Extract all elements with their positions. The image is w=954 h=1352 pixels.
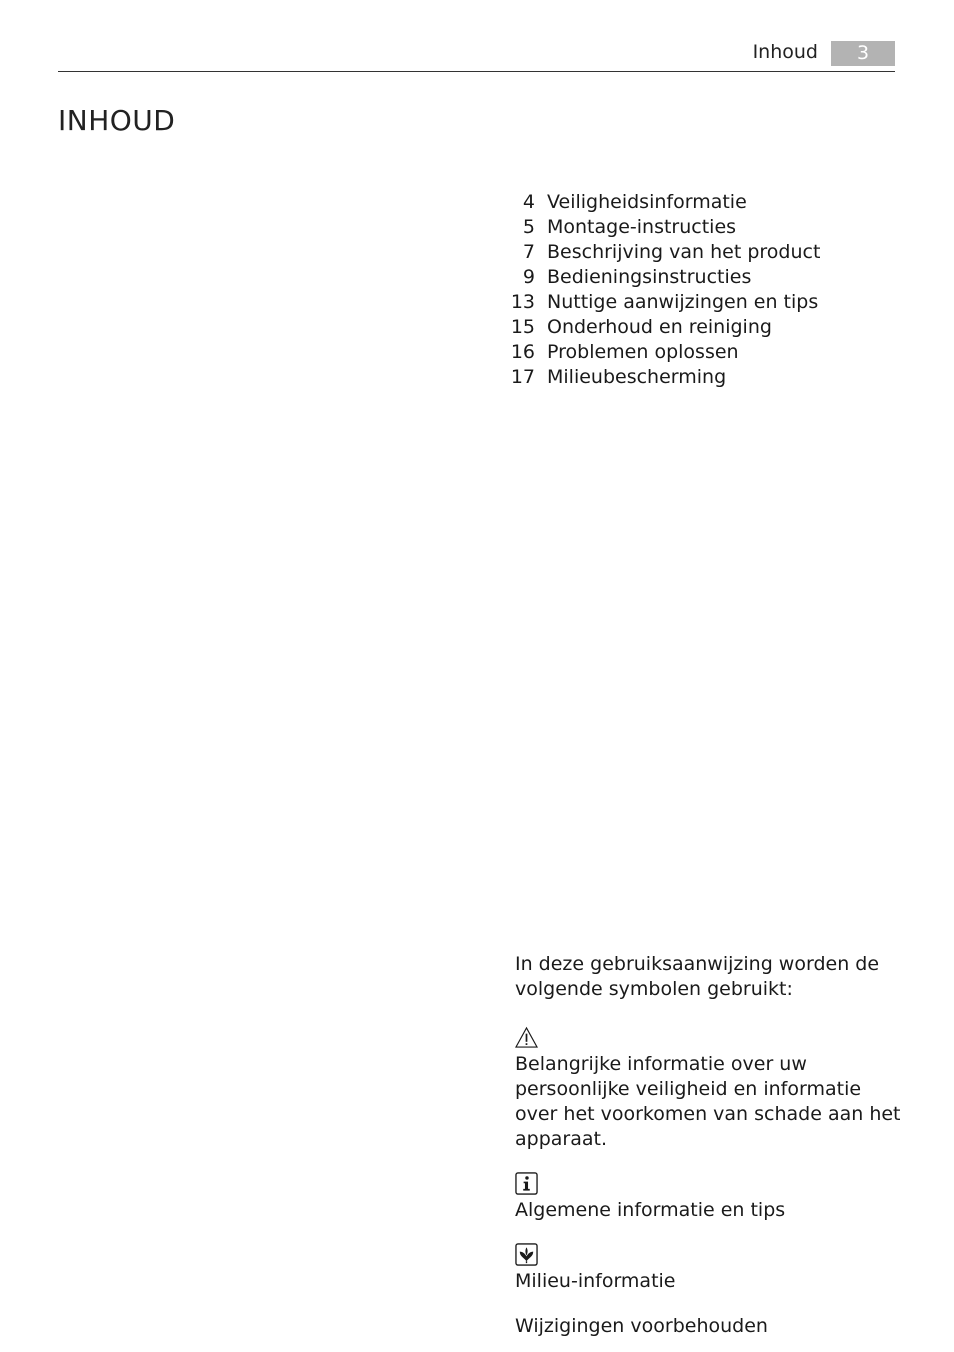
toc-page-number: 4	[522, 191, 535, 213]
toc-title: Beschrijving van het product	[547, 241, 821, 263]
toc-item[interactable]	[500, 215, 900, 240]
symbol-warning	[515, 1026, 905, 1152]
environment-leaf-icon	[515, 1243, 538, 1266]
toc-title: Milieubescherming	[547, 366, 727, 388]
toc-item[interactable]	[500, 315, 900, 340]
toc-item[interactable]	[500, 190, 900, 215]
warning-triangle-icon	[515, 1026, 538, 1049]
toc-title: Problemen oplossen	[547, 341, 739, 363]
toc-page-number: 16	[510, 341, 535, 363]
page-number-badge: 3	[831, 41, 895, 66]
toc-title: Bedieningsinstructies	[547, 266, 752, 288]
header-divider	[58, 71, 895, 72]
toc-item[interactable]	[500, 290, 900, 315]
header-title: Inhoud	[752, 41, 818, 63]
symbol-environment	[515, 1243, 905, 1294]
footer-note: Wijzigingen voorbehouden	[515, 1315, 768, 1337]
toc-item[interactable]	[500, 365, 900, 390]
toc-page-number: 7	[522, 241, 535, 263]
info-icon	[515, 1172, 538, 1195]
toc-page-number: 5	[522, 216, 535, 238]
symbol-info	[515, 1172, 905, 1223]
toc-title: Onderhoud en reiniging	[547, 316, 772, 338]
toc-title: Veiligheidsinformatie	[547, 191, 747, 213]
symbols-section	[515, 952, 905, 1339]
symbol-info-text: Algemene informatie en tips	[515, 1199, 786, 1221]
symbol-warning-text: Belangrijke informatie over uw persoonlijke veiligheid en informatie over het voorkomen van schade aan het apparaat.	[515, 1053, 901, 1150]
toc-item[interactable]	[500, 240, 900, 265]
toc-page-number: 17	[510, 366, 535, 388]
toc-item[interactable]	[500, 340, 900, 365]
toc-page-number: 13	[510, 291, 535, 313]
symbols-intro: In deze gebruiksaanwijzing worden de volgende symbolen gebruikt:	[515, 953, 880, 1000]
toc-page-number: 15	[510, 316, 535, 338]
page-title: INHOUD	[58, 104, 176, 137]
table-of-contents	[500, 190, 900, 390]
toc-title: Montage-instructies	[547, 216, 737, 238]
symbol-environment-text: Milieu-informatie	[515, 1270, 676, 1292]
toc-page-number: 9	[522, 266, 535, 288]
toc-item[interactable]	[500, 265, 900, 290]
toc-title: Nuttige aanwijzingen en tips	[547, 291, 819, 313]
